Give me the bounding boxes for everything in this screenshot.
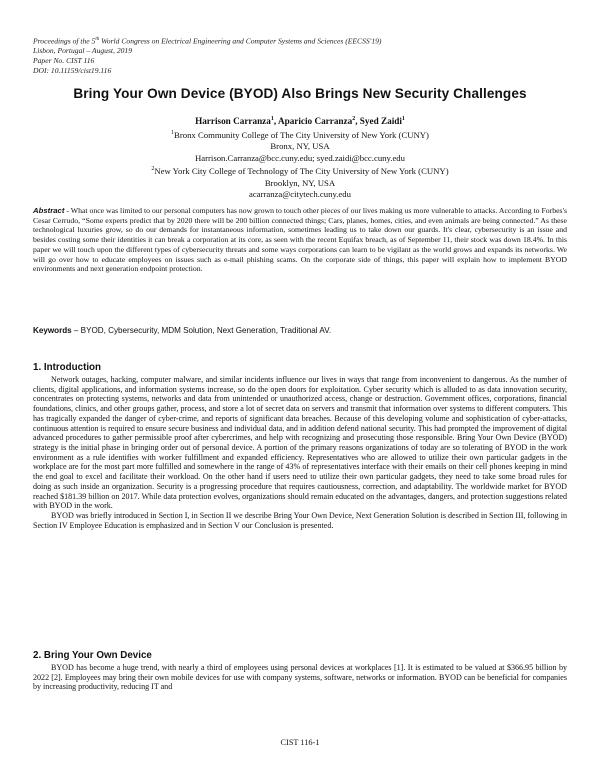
section-1-body bbox=[33, 375, 567, 531]
page-footer: CIST 116-1 bbox=[280, 738, 320, 747]
abstract-text: - What once was limited to our personal computers has now grown to touch other pieces of our lives making us more vulnerable to attacks. According to Forbes's Cesar Cerrudo, “Some experts predict that by 2020 there will be 200 billion connected things; Cars, planes, homes, cities, and even animals are being connected.” As these technological luxuries grow, so do our demands for instantaneous information, sometimes leading us to take down our guards. It's clear, cybersecurity is an issue and besides costing some their identities it can break a corporation at its core, as seen with the recent Equifax breach, as of September 11, their stock was down 18.4%. In this paper we will touch upon the different types of cybersecurity threats and some ways corporations can learn to be vigilant as the world grows and expands its networks. We will go over how to educate employees on issues such as e-mail phishing scams. On the corporate side of things, this paper will explain how to implement BYOD environments and next generation endpoint protection. bbox=[33, 206, 567, 274]
affiliation-2-location: Brooklyn, NY, USA bbox=[264, 177, 336, 188]
keywords bbox=[33, 326, 567, 336]
header-line-3: Paper No. CIST 116 bbox=[33, 55, 95, 65]
header-line-1: Proceedings of the 5th World Congress on Electrical Engineering and Computer Systems and Sciences (EECSS'19) bbox=[33, 36, 382, 46]
affiliation-1-email: Harrison.Carranza@bcc.cuny.edu; syed.zaidi@bcc.cuny.edu bbox=[194, 152, 405, 163]
affiliation-2-email: acarranza@citytech.cuny.edu bbox=[249, 189, 351, 200]
header-line-4: DOI: 10.11159/cist19.116 bbox=[33, 65, 112, 75]
section-1-paragraph-2: BYOD was briefly introduced in Section I, in Section II we describe Bring Your Own Device, Next Generation Solution is described in Section III, following in Section IV Employee Education is emphasized and in Section V our Conclusion is presented. bbox=[33, 511, 567, 530]
authors-block bbox=[0, 114, 600, 201]
section-1-heading: 1. Introduction bbox=[33, 362, 102, 373]
section-1-paragraph-1: Network outages, hacking, computer malware, and similar incidents influence our lives in ways that range from inconvenient to dangerous. As the number of clients, digital applications, and information systems increase, so do the open doors for exploitation. Cyber security which is alluded to as data innovation security, concentrates on protecting systems, networks and data from unintended or unauthorized access, change or destruction. Government offices, corporations, financial foundations, clinics, and other groups gather, process, and store a lot of secret data on servers and transmit that information over systems to different computers. This has tragically expanded the danger of cyber-crime, and reports of significant data breaches. Because of this developing volume and sophistication of cyber-attacks, continuous attention is required to ensure secure business and individual data, and in addition defend national security. This had prompted the improvement of digital advanced procedures to gather permissible proof after cybercrimes, and help with recognizing and prosecuting those responsible. Bring Your Own Device (BYOD) strategy is the initial phase in bringing order out of personal device. A portion of the primary reasons organizations of today are so tolerating of BYOD in the work environment as a rule identifies with worker fulfillment and expanded efficiency. Representatives who are allowed to utilize their own particular gadgets in the workplace are for the most part more fulfilled and somewhere in the range of 43% of representatives interface with their emails on their cell phones keeping in mind the end goal to excel and facilitate their workload. On the other hand if users need to utilize their own particular gadgets, they need to take some broad rules for doing as such inside an organization. Security is a progressing procedure that requires cautiousness, correction, and adaptability. The worldwide market for BYOD reached $181.39 billion on 2017. While data protection evolves, organizations should remain educated on the advantages, dangers, and protection suggestions related with BYOD in the work. bbox=[33, 375, 567, 511]
paper-title: Bring Your Own Device (BYOD) Also Brings New Security Challenges bbox=[73, 86, 527, 101]
header-line-2: Lisbon, Portugal – August, 2019 bbox=[33, 46, 133, 56]
abstract-label: Abstract bbox=[33, 206, 65, 215]
affiliation-1-location: Bronx, NY, USA bbox=[270, 141, 330, 152]
section-2-paragraph-1: BYOD has become a huge trend, with nearly a third of employees using personal devices at workplaces [1]. It is estimated to be valued at $366.95 billion by 2022 [2]. Employees may bring their own mobile devices for use with company systems, software, networks or information. BYOD can be beneficial for companies by increasing productivity, reducing IT and bbox=[33, 663, 567, 692]
section-2-heading: 2. Bring Your Own Device bbox=[33, 650, 152, 661]
author-names: Harrison Carranza$^1$, Aparicio Carranza$^2$, Syed Zaidi$^1$ bbox=[195, 116, 405, 127]
section-2-body bbox=[33, 663, 567, 692]
keywords-label: Keywords bbox=[33, 326, 72, 335]
affiliation-2: $^2$New York City College of Technology of The City University of New York (CUNY) bbox=[151, 166, 449, 177]
affiliation-1: $^1$Bronx Community College of The City University of New York (CUNY) bbox=[171, 129, 429, 140]
proceedings-header bbox=[33, 35, 573, 75]
abstract bbox=[33, 206, 567, 274]
keywords-text: – BYOD, Cybersecurity, MDM Solution, Next Generation, Traditional AV. bbox=[71, 326, 332, 335]
